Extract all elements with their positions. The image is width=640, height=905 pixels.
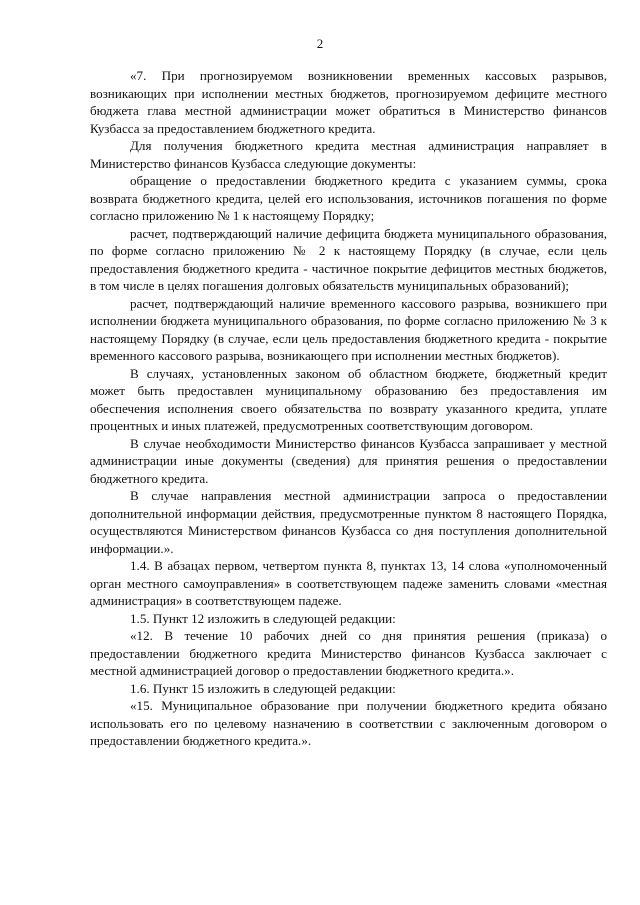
document-body [90,67,607,750]
paragraph-cash-gap-calculation: расчет, подтверждающий наличие временного кассового разрыва, возникшего при исполнении бюджета муниципального образования, по форме согласно приложению № 3 к настоящему Порядку (в случае, если цель предоставления бюджетного кредита - покрытие временного кассового разрыва, возникающего при исполнении местных бюджетов). [90,295,607,363]
paragraph-clause-15: «15. Муниципальное образование при получении бюджетного кредита обязано использовать его по целевому назначению в соответствии с заключенным договором о предоставлении бюджетного кредита.». [90,698,607,748]
paragraph-item-1-4: 1.4. В абзацах первом, четвертом пункта 8, пунктах 13, 14 слова «уполномоченный орган местного самоуправления» в соответствующем падеже заменить словами «местная администрация» в соответствующем падеже. [90,558,607,608]
paragraph-additional-information: В случае направления местной администрации запроса о предоставлении дополнительной информации действия, предусмотренные пунктом 8 настоящего Порядка, осуществляются Министерством финансов Кузбасса со дня поступления дополнительной информации.». [90,488,607,556]
paragraph-additional-documents: В случае необходимости Министерство финансов Кузбасса запрашивает у местной администрации иные документы (сведения) для принятия решения о предоставлении бюджетного кредита. [90,435,607,486]
paragraph-clause-12: «12. В течение 10 рабочих дней со дня принятия решения (приказа) о предоставлении бюджетного кредита Министерство финансов Кузбасса заключает с местной администрацией договор о предоставлении бюджетного кредита.». [90,628,607,678]
paragraph-application: обращение о предоставлении бюджетного кредита с указанием суммы, срока возврата бюджетного кредита, целей его использования, источников погашения по форме согласно приложению № 1 к настоящему Порядку; [90,173,607,223]
paragraph-item-1-6: 1.6. Пункт 15 изложить в следующей редакции: [130,680,396,696]
page-number: 2 [316,36,324,51]
paragraph-clause-7: «7. При прогнозируемом возникновении временных кассовых разрывов, возникающих при исполнении местных бюджетов, прогнозируемом дефиците местного бюджета глава местной администрации может обратиться в Министерство финансов Кузбасса за предоставлением бюджетного кредита. [90,68,607,136]
paragraph-documents-intro: Для получения бюджетного кредита местная администрация направляет в Министерство финансов Кузбасса следующие документы: [90,138,607,171]
paragraph-item-1-5: 1.5. Пункт 12 изложить в следующей редакции: [130,610,396,626]
paragraph-deficit-calculation: расчет, подтверждающий наличие дефицита бюджета муниципального образования, по форме согласно приложению № 2 к настоящему Порядку (в случае, если цель предоставления бюджетного кредита - частичное покрытие дефицитов местных бюджетов, в том числе в целях погашения долговых обязательств муниципальных образований); [90,225,607,293]
paragraph-no-security: В случаях, установленных законом об областном бюджете, бюджетный кредит может быть предоставлен муниципальному образованию без предоставления им обеспечения исполнения своего обязательства по возврату указанного кредита, уплате процентных и иных платежей, предусмотренных соответствующим договором. [90,365,607,433]
